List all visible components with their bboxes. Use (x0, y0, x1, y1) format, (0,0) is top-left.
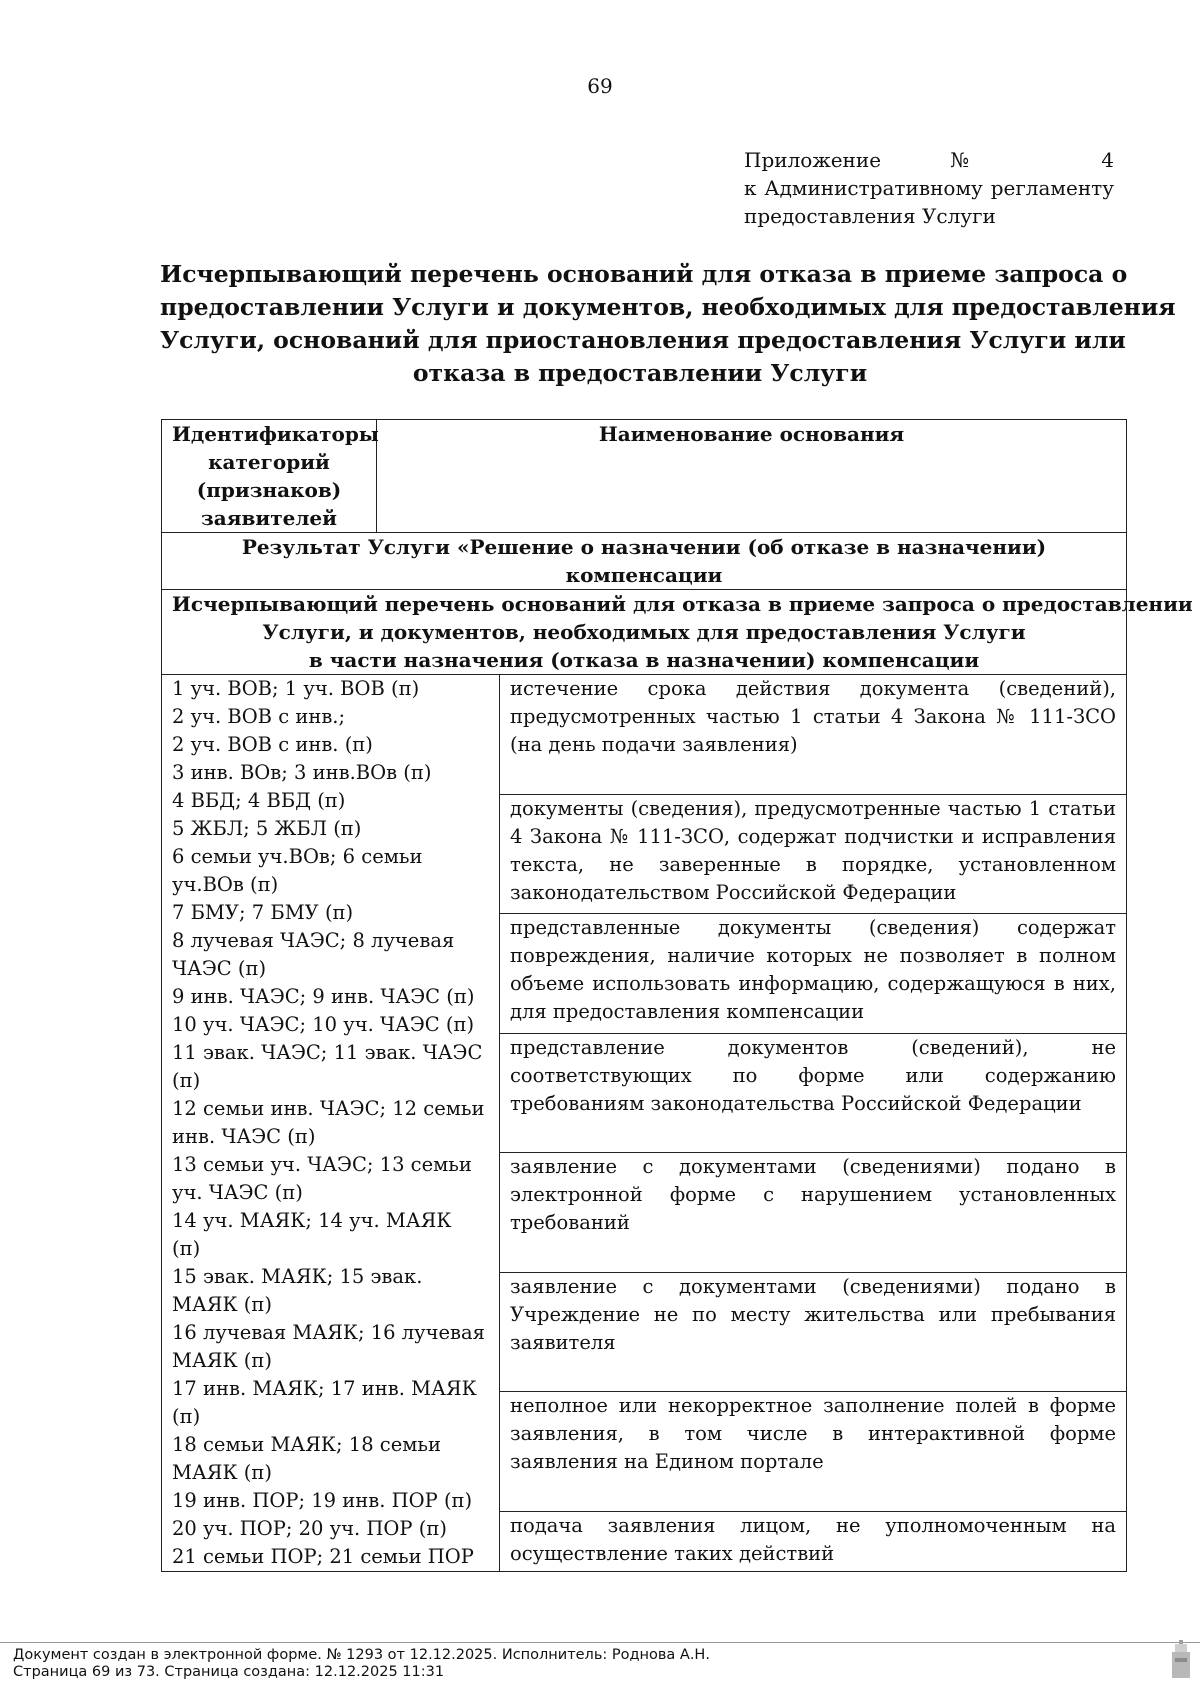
result-row (162, 533, 1127, 590)
footer-line: Страница 69 из 73. Страница создана: 12.12.2025 11:31 (13, 1664, 445, 1680)
appendix-line: предоставления Услуги (744, 204, 996, 228)
title-line: предоставлении Услуги и документов, необходимых для предоставления (160, 293, 1176, 321)
footer (13, 1647, 710, 1681)
header-ground-name: Наименование основания (377, 420, 1127, 533)
ground-cell: представление документов (сведений), не соответствующих по форме или содержанию требованиям законодательства Российской Федерации (500, 1033, 1127, 1153)
emblem-icon (1170, 1640, 1192, 1680)
appendix-line: Приложение № 4 (744, 148, 1114, 172)
appendix-block (744, 146, 1114, 230)
footer-line: Документ создан в электронной форме. № 1293 от 12.12.2025. Исполнитель: Роднова А.Н. (13, 1647, 710, 1663)
ground-cell: заявление с документами (сведениями) подано в Учреждение не по месту жительства или пребывания заявителя (500, 1272, 1127, 1392)
section-cell: Исчерпывающий перечень оснований для отказа в приеме запроса о предоставлении Услуги, и документов, необходимых для предоставления Услуги в части назначения (отказа в назначении) компенсации (162, 590, 1127, 675)
appendix-line: к Административному регламенту (744, 176, 1114, 200)
title-line: Исчерпывающий перечень оснований для отказа в приеме запроса о (160, 260, 1128, 288)
ground-cell: заявление с документами (сведениями) подано в электронной форме с нарушением установленных требований (500, 1153, 1127, 1273)
ground-cell: истечение срока действия документа (сведений), предусмотренных частью 1 статьи 4 Закона № 111-ЗСО (на день подачи заявления) (500, 675, 1127, 795)
title-line: отказа в предоставлении Услуги (412, 359, 868, 387)
footer-divider (0, 1642, 1200, 1643)
ground-cell: неполное или некорректное заполнение полей в форме заявления, в том числе в интерактивной форме заявления на Едином портале (500, 1392, 1127, 1512)
table-row (162, 675, 1127, 795)
table-header-row (162, 420, 1127, 533)
identifiers-cell: 1 уч. ВОВ; 1 уч. ВОВ (п) 2 уч. ВОВ с инв.; 2 уч. ВОВ с инв. (п) 3 инв. ВОв; 3 инв.ВОв (п) 4 ВБД; 4 ВБД (п) 5 ЖБЛ; 5 ЖБЛ (п) 6 семьи уч.ВОв; 6 семьи уч.ВОв (п) 7 БМУ; 7 БМУ (п) 8 лучевая ЧАЭС; 8 лучевая ЧАЭС (п) 9 инв. ЧАЭС; 9 инв. ЧАЭС (п) 10 уч. ЧАЭС; 10 уч. ЧАЭС (п) 11 эвак. ЧАЭС; 11 эвак. ЧАЭС (п) 12 семьи инв. ЧАЭС; 12 семьи инв. ЧАЭС (п) 13 семьи уч. ЧАЭС; 13 семьи уч. ЧАЭС (п) 14 уч. МАЯК; 14 уч. МАЯК (п) 15 эвак. МАЯК; 15 эвак. МАЯК (п) 16 лучевая МАЯК; 16 лучевая МАЯК (п) 17 инв. МАЯК; 17 инв. МАЯК (п) 18 семьи МАЯК; 18 семьи МАЯК (п) 19 инв. ПОР; 19 инв. ПОР (п) 20 уч. ПОР; 20 уч. ПОР (п) 21 семьи ПОР; 21 семьи ПОР (162, 675, 500, 1572)
header-identifiers: Идентификаторы категорий (признаков) заявителей (162, 420, 377, 533)
document-title (160, 258, 1176, 390)
grounds-table (161, 419, 1193, 1572)
result-cell: Результат Услуги «Решение о назначении (об отказе в назначении) компенсации (162, 533, 1127, 590)
ground-cell: документы (сведения), предусмотренные частью 1 статьи 4 Закона № 111-ЗСО, содержат подчистки и исправления текста, не заверенные в порядке, установленном законодательством Российской Федерации (500, 794, 1127, 914)
ground-cell: подача заявления лицом, не уполномоченным на осуществление таких действий (500, 1511, 1127, 1571)
ground-cell: представленные документы (сведения) содержат повреждения, наличие которых не позволяет в полном объеме использовать информацию, содержащуюся в них, для предоставления компенсации (500, 914, 1127, 1034)
title-line: Услуги, оснований для приостановления предоставления Услуги или (160, 326, 1126, 354)
page-number: 69 (587, 74, 613, 98)
section-row (162, 590, 1127, 675)
